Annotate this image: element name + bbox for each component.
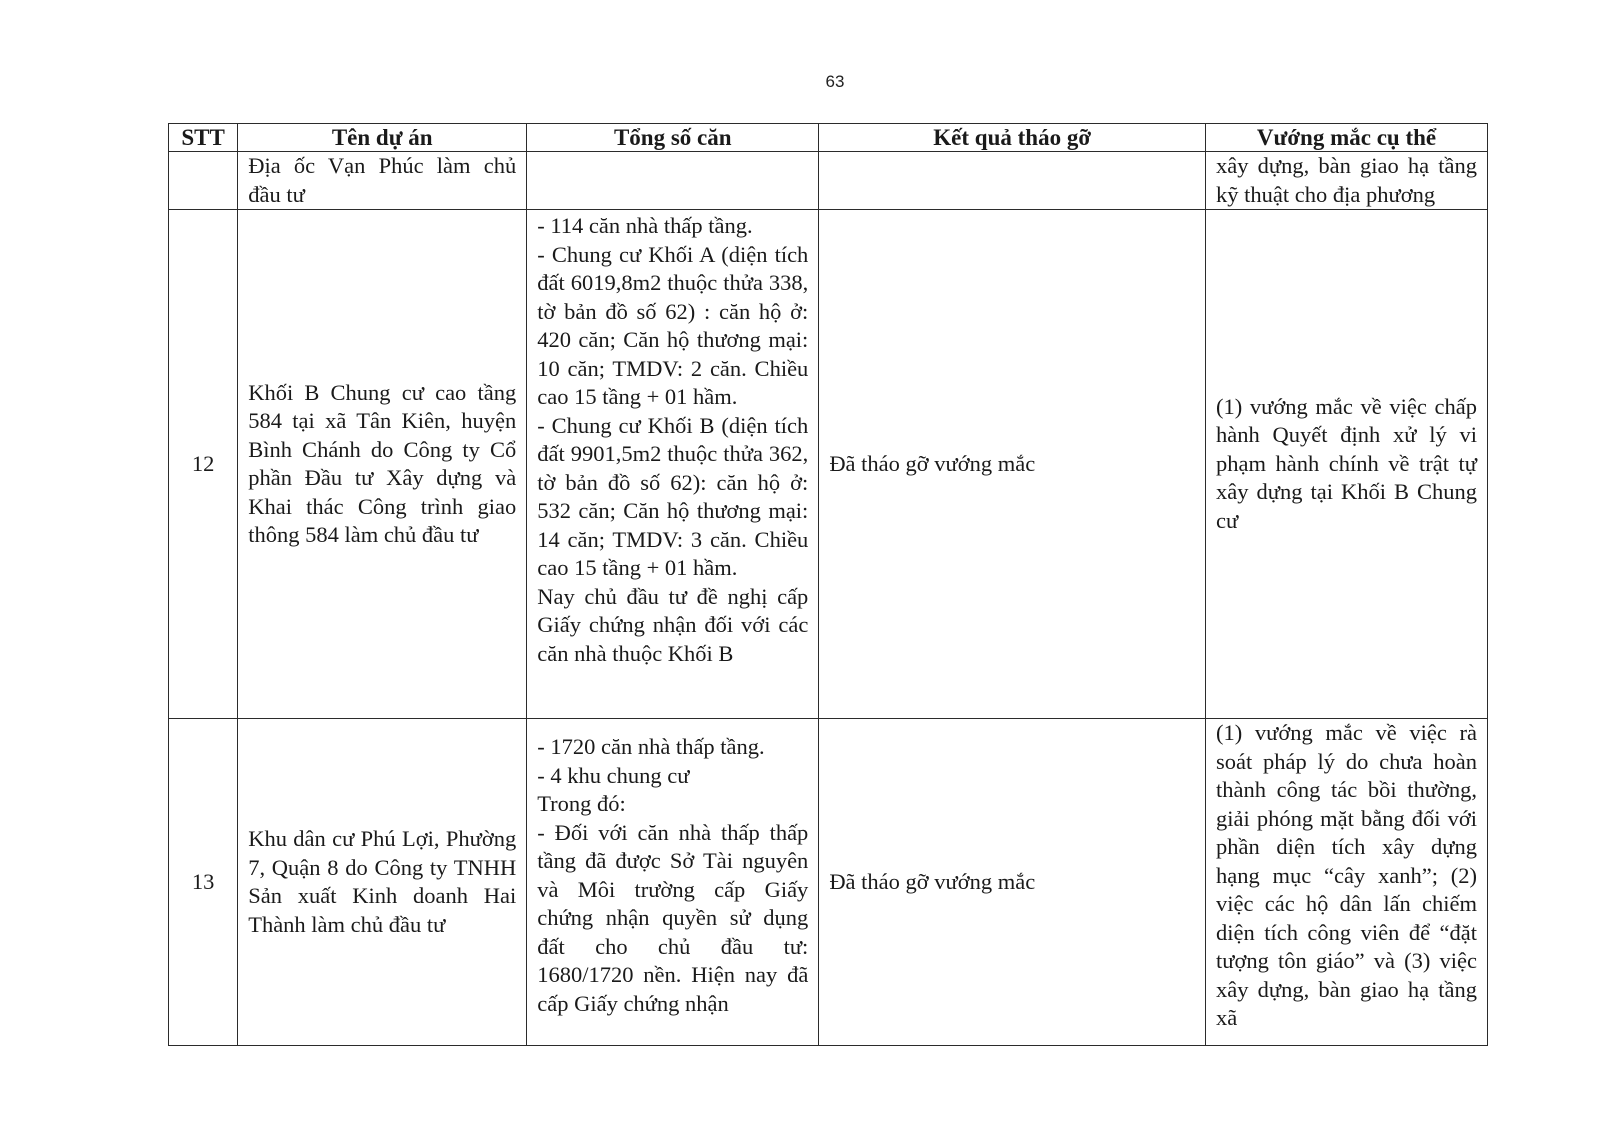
cell-ten-du-an: Địa ốc Vạn Phúc làm chủ đầu tư <box>238 152 527 210</box>
tong-so-can-line: - Đối với căn nhà thấp thấp tầng đã được Sở Tài nguyên và Môi trường cấp Giấy chứng nhận quyền sử dụng đất cho chủ đầu tư: 1680/1720 nền. Hiện nay đã cấp Giấy chứng nhận <box>537 819 809 1016</box>
cell-stt <box>169 152 238 210</box>
header-ten-du-an: Tên dự án <box>238 124 527 152</box>
cell-ket-qua <box>819 152 1206 210</box>
header-vuong-mac: Vướng mắc cụ thể <box>1206 124 1488 152</box>
header-ket-qua: Kết quả tháo gỡ <box>819 124 1206 152</box>
cell-ket-qua: Đã tháo gỡ vướng mắc <box>819 719 1206 1046</box>
table-row-continued <box>169 152 1488 210</box>
cell-vuong-mac: xây dựng, bàn giao hạ tầng kỹ thuật cho địa phương <box>1206 152 1488 210</box>
cell-stt: 12 <box>169 210 238 719</box>
table-row-13 <box>169 719 1488 1046</box>
cell-ten-du-an: Khối B Chung cư cao tầng 584 tại xã Tân Kiên, huyện Bình Chánh do Công ty Cổ phần Đầu tư Xây dựng và Khai thác Công trình giao thông 584 làm chủ đầu tư <box>238 210 527 719</box>
page-number: 63 <box>825 72 845 91</box>
cell-vuong-mac: (1) vướng mắc về việc rà soát pháp lý do chưa hoàn thành công tác bồi thường, giải phóng mặt bằng đối với phần diện tích xây dựng hạng mục “cây xanh”; (2) việc các hộ dân lấn chiếm diện tích công viên để “đặt tượng tôn giáo” và (3) việc xây dựng, bàn giao hạ tầng xã <box>1206 719 1488 1046</box>
cell-tong-so-can <box>527 719 819 1046</box>
tong-so-can-line: - 4 khu chung cư <box>537 762 690 788</box>
tong-so-can-line: Trong đó: <box>537 791 626 816</box>
cell-ket-qua: Đã tháo gỡ vướng mắc <box>819 210 1206 719</box>
tong-so-can-line: Nay chủ đầu tư đề nghị cấp Giấy chứng nhận đối với các căn nhà thuộc Khối B <box>537 583 809 666</box>
projects-table <box>168 123 1488 1046</box>
header-tong-so-can: Tổng số căn <box>527 124 819 152</box>
tong-so-can-line: - Chung cư Khối A (diện tích đất 6019,8m2 thuộc thửa 338, tờ bản đồ số 62) : căn hộ ở: 420 căn; Căn hộ thương mại: 10 căn; TMDV: 2 căn. Chiều cao 15 tầng + 01 hầm. <box>537 241 809 409</box>
cell-vuong-mac: (1) vướng mắc về việc chấp hành Quyết định xử lý vi phạm hành chính về trật tự xây dựng tại Khối B Chung cư <box>1206 210 1488 719</box>
tong-so-can-line: - 1720 căn nhà thấp tầng. <box>537 734 765 759</box>
cell-ten-du-an: Khu dân cư Phú Lợi, Phường 7, Quận 8 do Công ty TNHH Sản xuất Kinh doanh Hai Thành làm chủ đầu tư <box>238 719 527 1046</box>
cell-tong-so-can <box>527 152 819 210</box>
tong-so-can-line: - Chung cư Khối B (diện tích đất 9901,5m2 thuộc thửa 362, tờ bản đồ số 62): căn hộ ở: 532 căn; Căn hộ thương mại: 14 căn; TMDV: 3 căn. Chiều cao 15 tầng + 01 hầm. <box>537 412 809 580</box>
table-row-12 <box>169 210 1488 719</box>
table-header-row <box>169 124 1488 152</box>
header-stt: STT <box>169 124 238 152</box>
cell-stt: 13 <box>169 719 238 1046</box>
tong-so-can-line: - 114 căn nhà thấp tầng. <box>537 213 753 238</box>
cell-tong-so-can <box>527 210 819 719</box>
